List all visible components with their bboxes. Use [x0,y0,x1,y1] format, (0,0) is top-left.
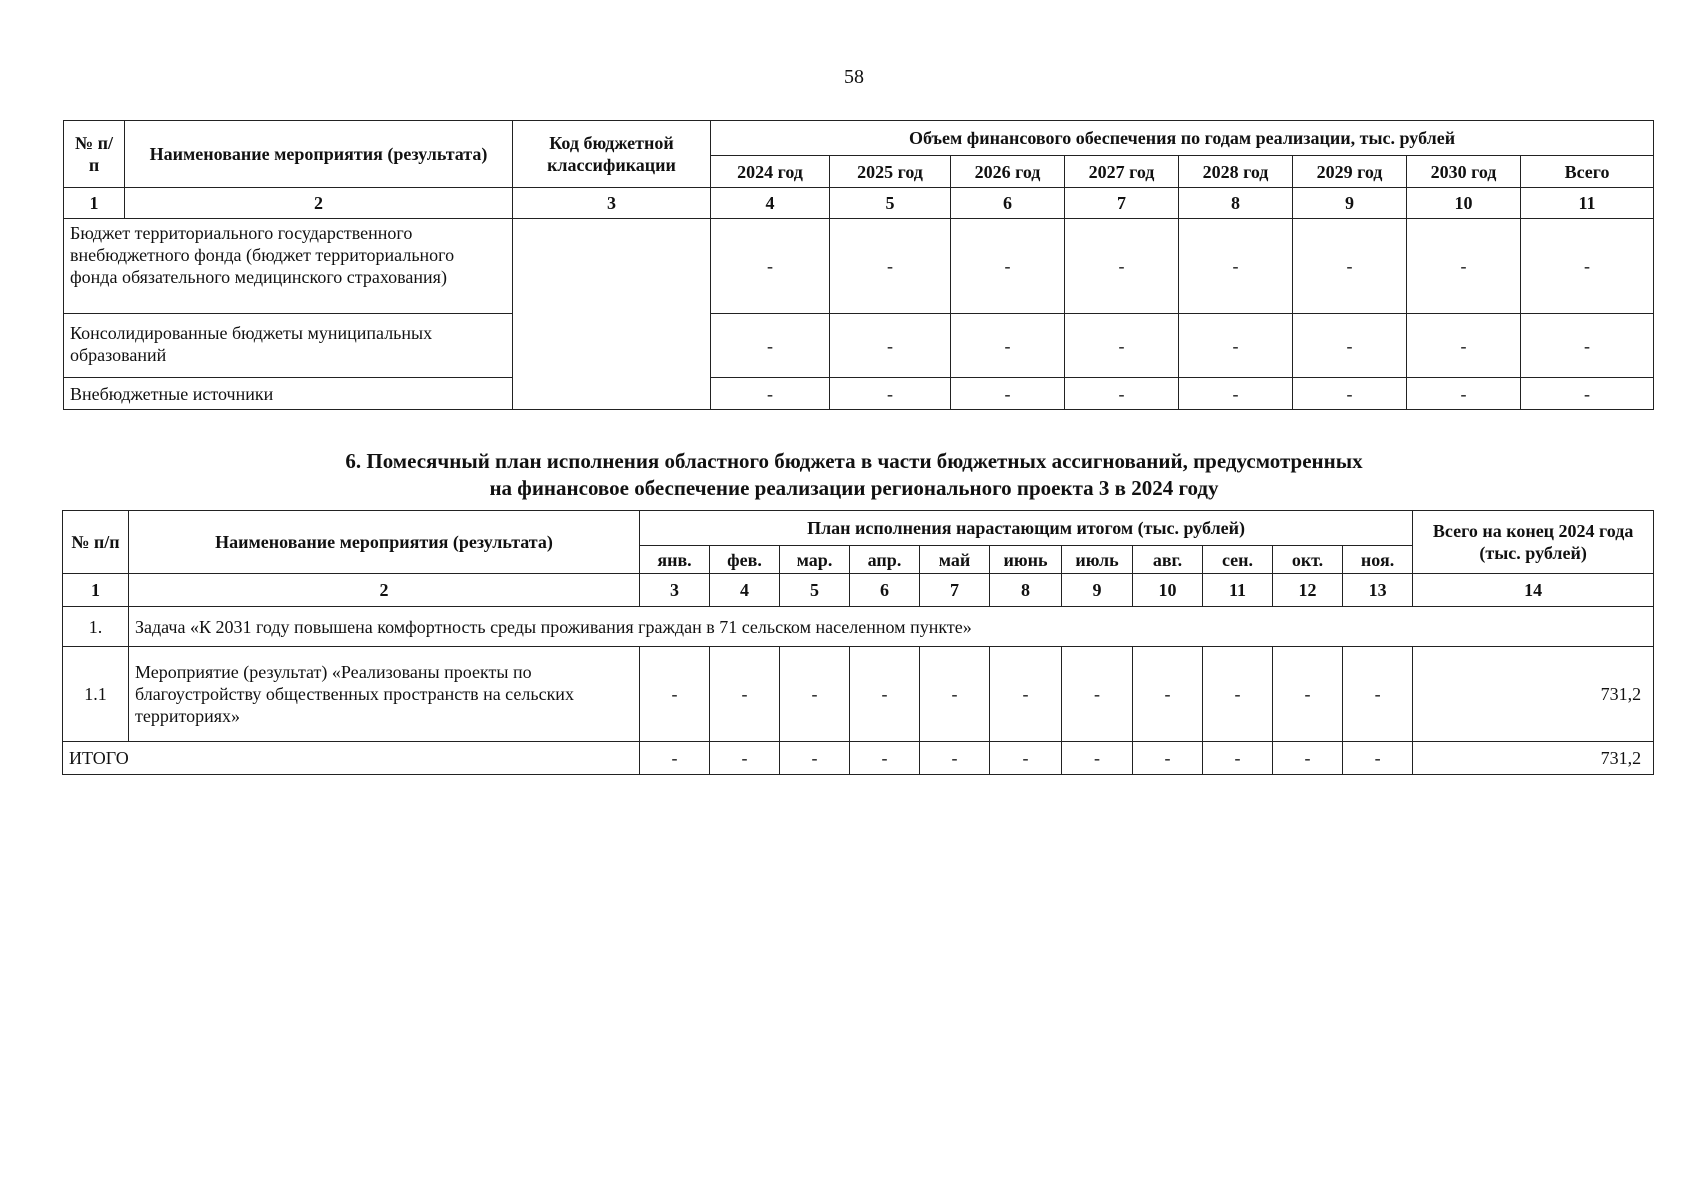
table-row [64,314,1654,378]
column-number-row [64,188,1654,219]
col-number: 1 [63,574,129,607]
col-number: 6 [951,188,1065,219]
month-value: - [990,742,1062,775]
month-value: - [1273,742,1343,775]
col-number: 2 [125,188,513,219]
header-total: Всего [1521,156,1654,188]
section-title-line: на финансовое обеспечение реализации регионального проекта 3 в 2024 году [489,476,1219,500]
col-number: 6 [850,574,920,607]
header-name: Наименование мероприятия (результата) [129,511,640,574]
budget-code-cell [513,219,711,410]
section-title-line: 6. Помесячный план исполнения областного бюджета в части бюджетных ассигнований, предусмотренных [345,449,1363,473]
month-value: - [850,742,920,775]
itogo-row [63,742,1654,775]
col-number: 8 [1179,188,1293,219]
event-total: 731,2 [1413,647,1654,742]
header-month: мар. [780,546,850,574]
col-number: 10 [1407,188,1521,219]
month-value: - [1273,647,1343,742]
col-number: 1 [64,188,125,219]
col-number: 2 [129,574,640,607]
month-value: - [780,742,850,775]
value-cell: - [1521,314,1654,378]
month-value: - [640,647,710,742]
header-year: 2028 год [1179,156,1293,188]
event-num: 1.1 [63,647,129,742]
task-row [63,607,1654,647]
header-num: № п/п [63,511,129,574]
month-value: - [1133,742,1203,775]
col-number: 8 [990,574,1062,607]
row-name: Бюджет территориального государственного внебюджетного фонда (бюджет территориального фонда обязательного медицинского страхования) [64,219,513,314]
month-value: - [920,742,990,775]
col-number: 7 [920,574,990,607]
month-value: - [1203,647,1273,742]
month-value: - [1062,647,1133,742]
header-month: апр. [850,546,920,574]
header-month: окт. [1273,546,1343,574]
month-value: - [710,742,780,775]
col-number: 9 [1062,574,1133,607]
header-month: июль [1062,546,1133,574]
header-year: 2026 год [951,156,1065,188]
value-cell: - [951,378,1065,410]
task-text: Задача «К 2031 году повышена комфортность среды проживания граждан в 71 сельском населенном пункте» [129,607,1654,647]
col-number: 3 [513,188,711,219]
header-month: июнь [990,546,1062,574]
value-cell: - [1065,314,1179,378]
month-value: - [850,647,920,742]
col-number: 13 [1343,574,1413,607]
section-title [0,448,1708,502]
month-value: - [710,647,780,742]
col-number: 7 [1065,188,1179,219]
row-name: Консолидированные бюджеты муниципальных образований [64,314,513,378]
table-row [64,378,1654,410]
value-cell: - [1293,314,1407,378]
value-cell: - [711,378,830,410]
month-value: - [920,647,990,742]
itogo-label: ИТОГО [63,742,640,775]
financing-table [63,120,1654,410]
task-num: 1. [63,607,129,647]
event-text: Мероприятие (результат) «Реализованы проекты по благоустройству общественных пространств на сельских территориях» [129,647,640,742]
header-volume: Объем финансового обеспечения по годам реализации, тыс. рублей [711,121,1654,156]
col-number: 11 [1521,188,1654,219]
value-cell: - [1521,219,1654,314]
value-cell: - [1407,219,1521,314]
event-row [63,647,1654,742]
header-month: авг. [1133,546,1203,574]
col-number: 12 [1273,574,1343,607]
value-cell: - [1179,219,1293,314]
value-cell: - [951,314,1065,378]
col-number: 10 [1133,574,1203,607]
value-cell: - [1065,378,1179,410]
col-number: 14 [1413,574,1654,607]
month-value: - [1203,742,1273,775]
header-plan: План исполнения нарастающим итогом (тыс. рублей) [640,511,1413,546]
header-year: 2024 год [711,156,830,188]
col-number: 5 [780,574,850,607]
value-cell: - [830,314,951,378]
value-cell: - [830,219,951,314]
header-year: 2029 год [1293,156,1407,188]
value-cell: - [1179,314,1293,378]
value-cell: - [1407,378,1521,410]
month-value: - [1133,647,1203,742]
monthly-plan-table [62,510,1654,775]
value-cell: - [1521,378,1654,410]
month-value: - [990,647,1062,742]
col-number: 4 [710,574,780,607]
header-month: май [920,546,990,574]
page-number: 58 [844,66,864,88]
month-value: - [640,742,710,775]
value-cell: - [1179,378,1293,410]
col-number: 3 [640,574,710,607]
value-cell: - [711,219,830,314]
header-year: 2027 год [1065,156,1179,188]
itogo-total: 731,2 [1413,742,1654,775]
value-cell: - [1293,378,1407,410]
header-month: фев. [710,546,780,574]
col-number: 9 [1293,188,1407,219]
col-number: 5 [830,188,951,219]
header-code: Код бюджетной классификации [513,121,711,188]
value-cell: - [1407,314,1521,378]
month-value: - [1343,742,1413,775]
header-month: сен. [1203,546,1273,574]
header-name: Наименование мероприятия (результата) [125,121,513,188]
value-cell: - [1065,219,1179,314]
header-num: № п/п [64,121,125,188]
col-number: 11 [1203,574,1273,607]
column-number-row [63,574,1654,607]
month-value: - [1062,742,1133,775]
value-cell: - [1293,219,1407,314]
month-value: - [780,647,850,742]
row-name: Внебюджетные источники [64,378,513,410]
table-row [64,219,1654,314]
header-month: ноя. [1343,546,1413,574]
header-year: 2030 год [1407,156,1521,188]
header-year: 2025 год [830,156,951,188]
header-month: янв. [640,546,710,574]
value-cell: - [951,219,1065,314]
col-number: 4 [711,188,830,219]
header-total: Всего на конец 2024 года (тыс. рублей) [1413,511,1654,574]
value-cell: - [830,378,951,410]
month-value: - [1343,647,1413,742]
value-cell: - [711,314,830,378]
